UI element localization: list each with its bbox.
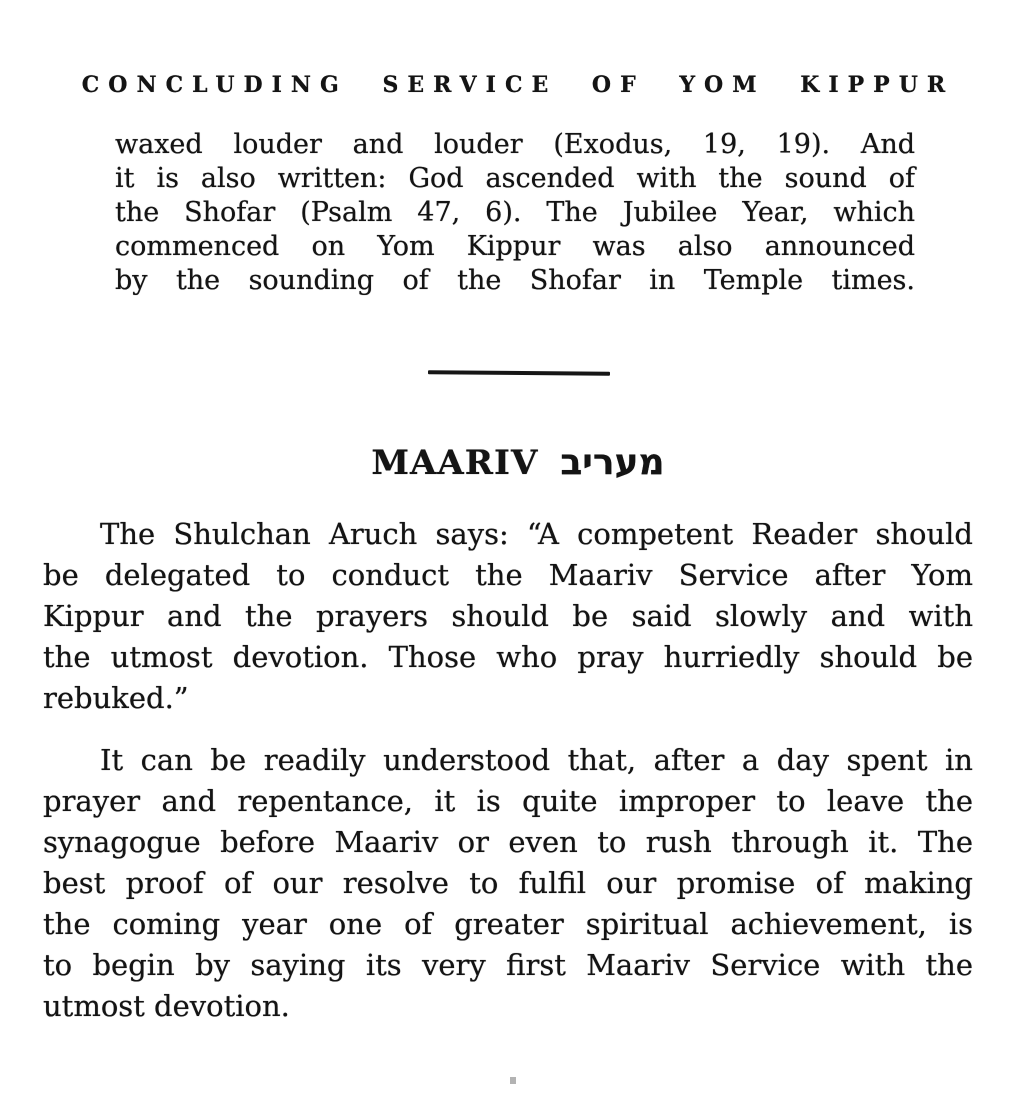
paragraph-line: rebuked.” [43, 681, 189, 715]
running-head: CONCLUDING SERVICE OF YOM KIPPUR [81, 72, 955, 98]
section-heading-latin: MAARIV [371, 443, 539, 483]
print-artifact-dot [510, 1077, 516, 1084]
paragraph-line: The Shulchan Aruch says: “A competent Reader should [100, 517, 973, 551]
paragraph-line: be delegated to conduct the Maariv Service after Yom [43, 558, 973, 592]
paragraph-line: by the sounding of the Shofar in Temple times. [115, 265, 915, 296]
paragraph-line: utmost devotion. [43, 989, 290, 1023]
paragraph-line: prayer and repentance, it is quite improper to leave the [43, 784, 973, 818]
paragraph-shulchan [43, 514, 973, 719]
paragraph-line: best proof of our resolve to fulfil our promise of making [43, 866, 973, 900]
section-heading-hebrew: מעריב [560, 442, 665, 483]
paragraph-line: It can be readily understood that, after a day spent in [100, 743, 973, 777]
section-heading [0, 442, 1036, 483]
paragraph-line: the utmost devotion. Those who pray hurriedly should be [43, 640, 973, 674]
paragraph-line: it is also written: God ascended with the sound of [115, 163, 915, 194]
paragraph-line: Kippur and the prayers should be said slowly and with [43, 599, 973, 633]
paragraph-line: the coming year one of greater spiritual achievement, is [43, 907, 973, 941]
paragraph-continuation [115, 128, 915, 298]
paragraph-line: commenced on Yom Kippur was also announced [115, 231, 915, 262]
paragraph-line: to begin by saying its very first Maariv Service with the [43, 948, 973, 982]
paragraph-line: the Shofar (Psalm 47, 6). The Jubilee Year, which [115, 197, 915, 228]
paragraph-devotion [43, 740, 973, 1027]
section-divider [428, 370, 610, 376]
paragraph-line: synagogue before Maariv or even to rush through it. The [43, 825, 973, 859]
paragraph-line: waxed louder and louder (Exodus, 19, 19). And [115, 129, 915, 160]
